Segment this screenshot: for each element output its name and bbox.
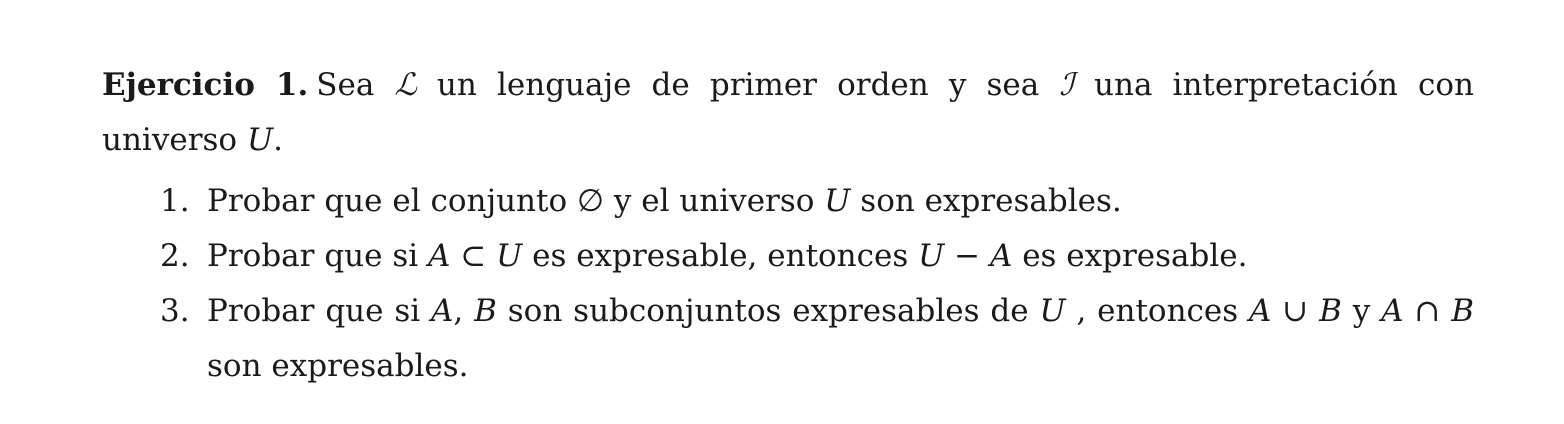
- item-2-text-3: es expresable.: [1012, 238, 1248, 274]
- item-3-set-a-2: A: [1249, 293, 1272, 329]
- intro-text-2: un lenguaje de primer orden y sea: [416, 67, 1060, 103]
- item-1-text-1: Probar que el conjunto: [207, 183, 577, 219]
- item-2-set-a-2: A: [989, 238, 1013, 274]
- list-item-1: [102, 174, 1474, 229]
- item-2-universe: U: [496, 238, 523, 274]
- item-2-text-2: es expresable, entonces: [522, 238, 919, 274]
- item-3-set-b: B: [474, 293, 497, 329]
- item-3-text-3: , entonces: [1065, 293, 1250, 329]
- item-number-3: 3.: [160, 293, 190, 329]
- list-item-2: [102, 229, 1474, 284]
- empty-set-symbol: ∅: [576, 183, 604, 219]
- item-1-text-2: y el universo: [604, 183, 825, 219]
- intro-text-4: .: [273, 122, 283, 158]
- intersection-symbol: ∩: [1403, 293, 1452, 329]
- item-3-universe: U: [1039, 293, 1066, 329]
- universe-symbol: U: [246, 122, 274, 158]
- item-3-text-5: son expresables.: [207, 348, 469, 384]
- minus-symbol: −: [944, 238, 990, 274]
- item-3-text-4: y: [1341, 293, 1382, 329]
- item-3-set-a-3: A: [1381, 293, 1404, 329]
- exercise-items: [102, 174, 1474, 394]
- list-item-3: [102, 284, 1474, 394]
- exercise-label: Ejercicio 1.: [102, 67, 309, 103]
- exercise-intro: [102, 58, 1474, 168]
- item-3-set-b-3: B: [1451, 293, 1474, 329]
- interpretation-symbol: ℐ: [1059, 67, 1074, 103]
- item-2-universe-2: U: [918, 238, 945, 274]
- item-2-set-a: A: [428, 238, 451, 274]
- item-3-text-2: son subconjuntos expresables de: [496, 293, 1040, 329]
- item-number-1: 1.: [160, 183, 190, 219]
- intro-text-1: Sea: [316, 67, 395, 103]
- intro-text-3: una interpretación con universo: [102, 67, 1475, 158]
- item-1-universe: U: [824, 183, 851, 219]
- item-3-set-a: A: [431, 293, 454, 329]
- subset-symbol: ⊂: [450, 238, 497, 274]
- item-3-text-1: Probar que si: [207, 293, 432, 329]
- union-symbol: ∪: [1271, 293, 1320, 329]
- language-symbol: ℒ: [394, 67, 417, 103]
- item-3-set-b-2: B: [1319, 293, 1342, 329]
- item-3-comma: ,: [453, 293, 475, 329]
- item-number-2: 2.: [160, 238, 190, 274]
- item-2-text-1: Probar que si: [207, 238, 429, 274]
- item-1-text-3: son expresables.: [850, 183, 1122, 219]
- exercise-block: [102, 58, 1474, 394]
